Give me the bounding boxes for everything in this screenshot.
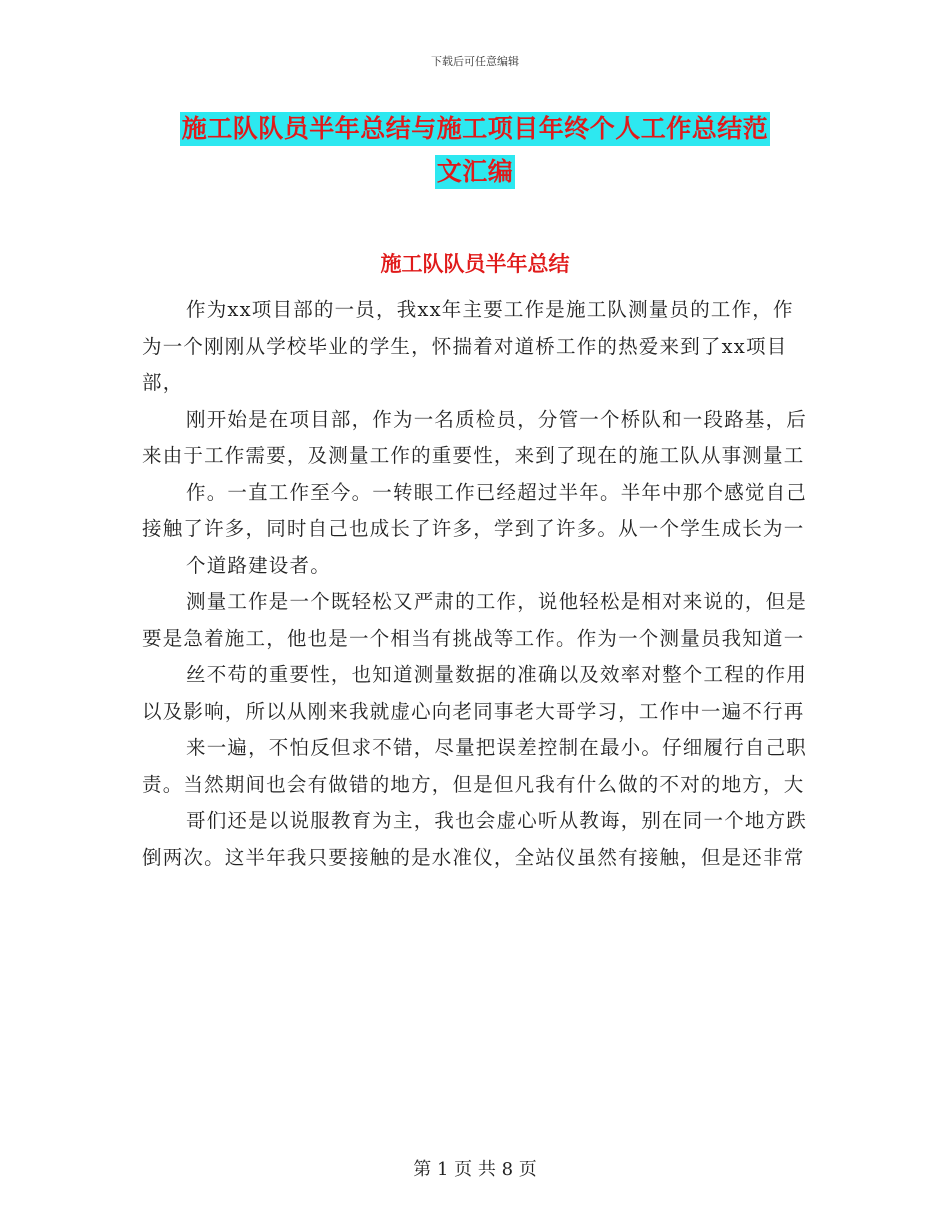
paragraph: 刚开始是在项目部，作为一名质检员，分管一个桥队和一段路基，后来由于工作需要，及测量工作的重要性，来到了现在的施工队从事测量工 bbox=[142, 407, 808, 467]
page-number-label: 第 1 页 共 8 页 bbox=[413, 1159, 537, 1180]
document-title-line-2: 文汇编 bbox=[435, 155, 516, 189]
paragraph: 作。一直工作至今。一转眼工作已经超过半年。半年中那个感觉自己接触了许多，同时自己也成长了许多，学到了许多。从一个学生成长为一 bbox=[142, 480, 808, 540]
header-note: 下载后可任意编辑 bbox=[431, 55, 519, 68]
document-title-line-1: 施工队队员半年总结与施工项目年终个人工作总结范 bbox=[180, 112, 771, 146]
paragraph: 测量工作是一个既轻松又严肃的工作，说他轻松是相对来说的，但是要是急着施工，他也是一个相当有挑战等工作。作为一个测量员我知道一 bbox=[142, 590, 808, 650]
body-text bbox=[142, 292, 810, 876]
paragraph: 作为xx项目部的一员，我xx年主要工作是施工队测量员的工作，作为一个刚刚从学校毕业的学生，怀揣着对道桥工作的热爱来到了xx项目部， bbox=[142, 298, 794, 394]
paragraph: 个道路建设者。 bbox=[186, 553, 331, 577]
paragraph: 来一遍，不怕反但求不错，尽量把误差控制在最小。仔细履行自己职责。当然期间也会有做错的地方，但是但凡我有什么做的不对的地方，大 bbox=[142, 736, 808, 796]
page-footer bbox=[0, 1155, 950, 1181]
document-title bbox=[0, 112, 950, 189]
section-title: 施工队队员半年总结 bbox=[380, 251, 570, 276]
paragraph: 丝不苟的重要性，也知道测量数据的准确以及效率对整个工程的作用以及影响，所以从刚来我就虚心向老同事老大哥学习，工作中一遍不行再 bbox=[142, 663, 808, 723]
paragraph: 哥们还是以说服教育为主，我也会虚心听从教诲，别在同一个地方跌倒两次。这半年我只要接触的是水准仪，全站仪虽然有接触，但是还非常 bbox=[142, 809, 808, 869]
